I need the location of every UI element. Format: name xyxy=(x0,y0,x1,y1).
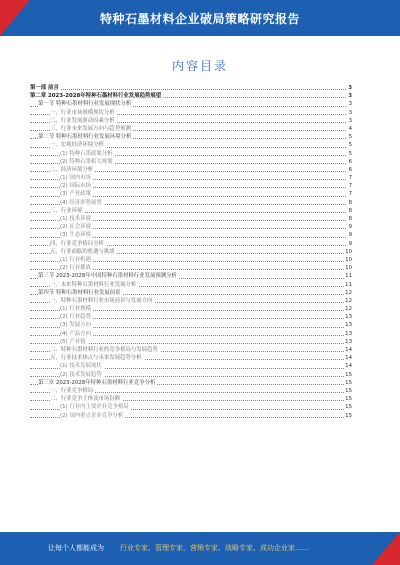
toc-entry-page: 13 xyxy=(345,338,352,345)
toc-entry-page: 15 xyxy=(345,412,352,419)
toc-entry-page: 15 xyxy=(345,379,352,386)
toc-entry-page: 8 xyxy=(348,216,352,222)
toc-entry[interactable] xyxy=(30,379,352,387)
toc-entry-title: 第二节 特种石墨材料行业发展环境分析 xyxy=(38,134,132,141)
toc-entry-page: 9 xyxy=(348,232,352,239)
toc-entry-title: 三、行业未来发展方向与趋势预测 xyxy=(50,125,131,132)
toc-entry[interactable] xyxy=(30,272,352,280)
toc-entry-page: 3 xyxy=(348,93,352,100)
toc-entry-title: (5) 产业链 xyxy=(60,338,86,345)
toc-entry-page: 9 xyxy=(348,240,352,247)
toc-entry[interactable] xyxy=(30,403,352,411)
toc-entry-page: 4 xyxy=(348,125,352,132)
toc-entry-page: 3 xyxy=(348,85,352,91)
toc-entry-title: (1) 特种石墨政策分析 xyxy=(60,150,113,157)
toc-entry-page: 3 xyxy=(348,117,352,124)
toc-entry[interactable] xyxy=(30,231,352,239)
report-header-banner xyxy=(0,0,400,36)
toc-entry[interactable] xyxy=(30,100,352,108)
toc-entry-title: 三、行业环境 xyxy=(50,207,83,214)
toc-entry-page: 5 xyxy=(348,142,352,149)
footer-slogan-left: 让每个人都能成为 xyxy=(48,544,104,552)
toc-entry-page: 8 xyxy=(348,199,352,206)
toc-entry-page: 13 xyxy=(345,322,352,329)
toc-entry-page: 12 xyxy=(345,289,352,296)
toc-entry-title: (3) 发展方向 xyxy=(60,322,91,329)
toc-entry-title: 第二章 2023-2028年特种石墨材料行业发展趋势展望 xyxy=(30,93,162,100)
toc-entry-title: 第四节 特种石墨材料行业发展前景 xyxy=(38,289,121,296)
toc-entry-title: 二、行业发展驱动因素分析 xyxy=(50,117,115,124)
toc-entry-page: 8 xyxy=(348,207,352,214)
toc-entry[interactable] xyxy=(30,371,352,379)
toc-entry-page: 14 xyxy=(345,347,352,353)
toc-entry-page: 5 xyxy=(348,134,352,141)
toc-entry-title: (1) 行业内主要企业竞争格局 xyxy=(60,404,129,411)
toc-entry-page: 9 xyxy=(348,224,352,231)
toc-entry[interactable] xyxy=(30,256,352,264)
toc-entry[interactable] xyxy=(30,182,352,190)
toc-entry[interactable] xyxy=(30,215,352,223)
toc-entry[interactable] xyxy=(30,109,352,117)
toc-entry[interactable] xyxy=(30,313,352,321)
toc-entry[interactable] xyxy=(30,223,352,231)
toc-entry[interactable] xyxy=(30,150,352,158)
toc-entry[interactable] xyxy=(30,338,352,346)
toc-entry-title: 二、特种石墨材料行业的竞争格局与发展趋势 xyxy=(50,347,158,353)
toc-entry-page: 11 xyxy=(345,273,352,280)
toc-entry-title: 五、行业技术热点与未来发展趋势分析 xyxy=(50,355,142,362)
toc-entry-page: 10 xyxy=(345,265,352,272)
toc-entry-title: 一、行业竞争格局 xyxy=(50,387,94,394)
toc-entry[interactable] xyxy=(30,190,352,198)
table-of-contents xyxy=(30,84,352,420)
toc-entry-page: 15 xyxy=(345,396,352,403)
toc-entry-page: 7 xyxy=(348,191,352,198)
footer-slogan-right: 行业专家、管理专家、营销专家、战略专家、成功企业家…… xyxy=(120,544,309,552)
toc-leader-dots xyxy=(30,89,346,90)
toc-entry-title: (2) 特种石墨相关规划 xyxy=(60,158,113,165)
toc-entry-page: 7 xyxy=(348,183,352,190)
toc-entry[interactable] xyxy=(30,387,352,395)
toc-entry-title: (2) 技术发展趋势 xyxy=(60,371,102,378)
toc-entry-title: (2) 社会环境 xyxy=(60,224,91,231)
toc-entry-page: 12 xyxy=(345,297,352,304)
footer-banner xyxy=(0,532,400,565)
toc-entry[interactable] xyxy=(30,207,352,215)
toc-entry-title: (2) 国内重点企业竞争分析 xyxy=(60,412,124,419)
toc-entry-page: 5 xyxy=(348,150,352,157)
toc-entry-title: 一、未来特种石墨材料行业发展分析 xyxy=(50,281,137,288)
toc-entry-title: (1) 技术环境 xyxy=(60,216,91,222)
toc-entry-title: (3) 产业政策 xyxy=(60,191,91,198)
toc-entry[interactable] xyxy=(30,362,352,370)
toc-entry-title: 一、行业市场规模现状分析 xyxy=(50,109,115,116)
toc-entry-title: (1) 国内市场 xyxy=(60,175,91,182)
toc-entry-title: 五、行业面临的机遇与挑战 xyxy=(50,248,115,255)
toc-entry-page: 10 xyxy=(345,256,352,263)
toc-entry-page: 6 xyxy=(348,158,352,165)
toc-entry-page: 10 xyxy=(345,248,352,255)
toc-entry-page: 3 xyxy=(348,101,352,108)
toc-entry-page: 15 xyxy=(345,387,352,394)
toc-entry[interactable] xyxy=(30,240,352,248)
toc-entry-page: 14 xyxy=(345,363,352,370)
toc-entry[interactable] xyxy=(30,199,352,207)
toc-entry-page: 15 xyxy=(345,371,352,378)
toc-entry[interactable] xyxy=(30,92,352,100)
toc-entry[interactable] xyxy=(30,321,352,329)
toc-entry-title: 第三节 2023-2028年中国特种石墨材料行业发展预测分析 xyxy=(38,273,177,280)
toc-entry-page: 12 xyxy=(345,306,352,313)
toc-entry-title: 第一节 特种石墨材料行业发展现状分析 xyxy=(38,101,132,108)
toc-entry-title: 二、经济环境分析 xyxy=(50,166,94,173)
toc-entry-page: 15 xyxy=(345,404,352,411)
toc-entry[interactable] xyxy=(30,281,352,289)
toc-entry-page: 11 xyxy=(345,281,352,288)
toc-entry-title: (1) 行业机遇 xyxy=(60,256,91,263)
toc-entry-title: (3) 生态环境 xyxy=(60,232,91,239)
report-title: 特种石墨材料企业破局策略研究报告 xyxy=(99,12,300,26)
toc-entry-title: (2) 行业趋势 xyxy=(60,314,91,321)
toc-entry-title: (1) 技术发展现状 xyxy=(60,363,102,370)
toc-entry[interactable] xyxy=(30,305,352,313)
toc-entry[interactable] xyxy=(30,330,352,338)
toc-entry[interactable] xyxy=(30,125,352,133)
footer-red-corner xyxy=(372,532,400,565)
toc-entry[interactable] xyxy=(30,354,352,362)
toc-entry-title: 第三章 2023-2028年特种石墨材料行业竞争分析 xyxy=(38,379,156,386)
toc-entry-title: (4) 产品方向 xyxy=(60,330,91,337)
toc-entry[interactable] xyxy=(30,141,352,149)
toc-entry-page: 6 xyxy=(348,166,352,173)
toc-entry[interactable] xyxy=(30,174,352,182)
toc-entry[interactable] xyxy=(30,346,352,354)
toc-entry-title: (4) 经济形势展望 xyxy=(60,199,102,206)
toc-entry-page: 13 xyxy=(345,330,352,337)
toc-entry-title: 第一部 前言 xyxy=(30,85,59,91)
toc-entry-page: 13 xyxy=(345,314,352,321)
toc-entry[interactable] xyxy=(30,117,352,125)
toc-entry[interactable] xyxy=(30,133,352,141)
toc-entry[interactable] xyxy=(30,395,352,403)
toc-entry-page: 14 xyxy=(345,355,352,362)
toc-entry-title: (2) 国际市场 xyxy=(60,183,91,190)
toc-entry[interactable] xyxy=(30,84,352,92)
toc-entry-title: (1) 行业规模 xyxy=(60,306,91,313)
toc-entry-title: (2) 行业挑战 xyxy=(60,265,91,272)
toc-entry-title: 一、特种石墨材料行业市场前景与发展方向 xyxy=(50,297,153,304)
toc-entry[interactable] xyxy=(30,264,352,272)
toc-entry[interactable] xyxy=(30,248,352,256)
toc-entry[interactable] xyxy=(30,166,352,174)
toc-entry-title: 二、行业竞争主体及市场份额 xyxy=(50,396,121,403)
toc-heading: 内容目录 xyxy=(171,59,228,73)
toc-entry-page: 7 xyxy=(348,175,352,182)
toc-entry[interactable] xyxy=(30,158,352,166)
toc-entry-page: 3 xyxy=(348,109,352,116)
toc-entry-title: 四、行业竞争格局分析 xyxy=(50,240,104,247)
toc-entry-title: 一、宏观经济环境分析 xyxy=(50,142,104,149)
toc-entry[interactable] xyxy=(30,297,352,305)
toc-entry[interactable] xyxy=(30,412,352,420)
toc-entry[interactable] xyxy=(30,289,352,297)
